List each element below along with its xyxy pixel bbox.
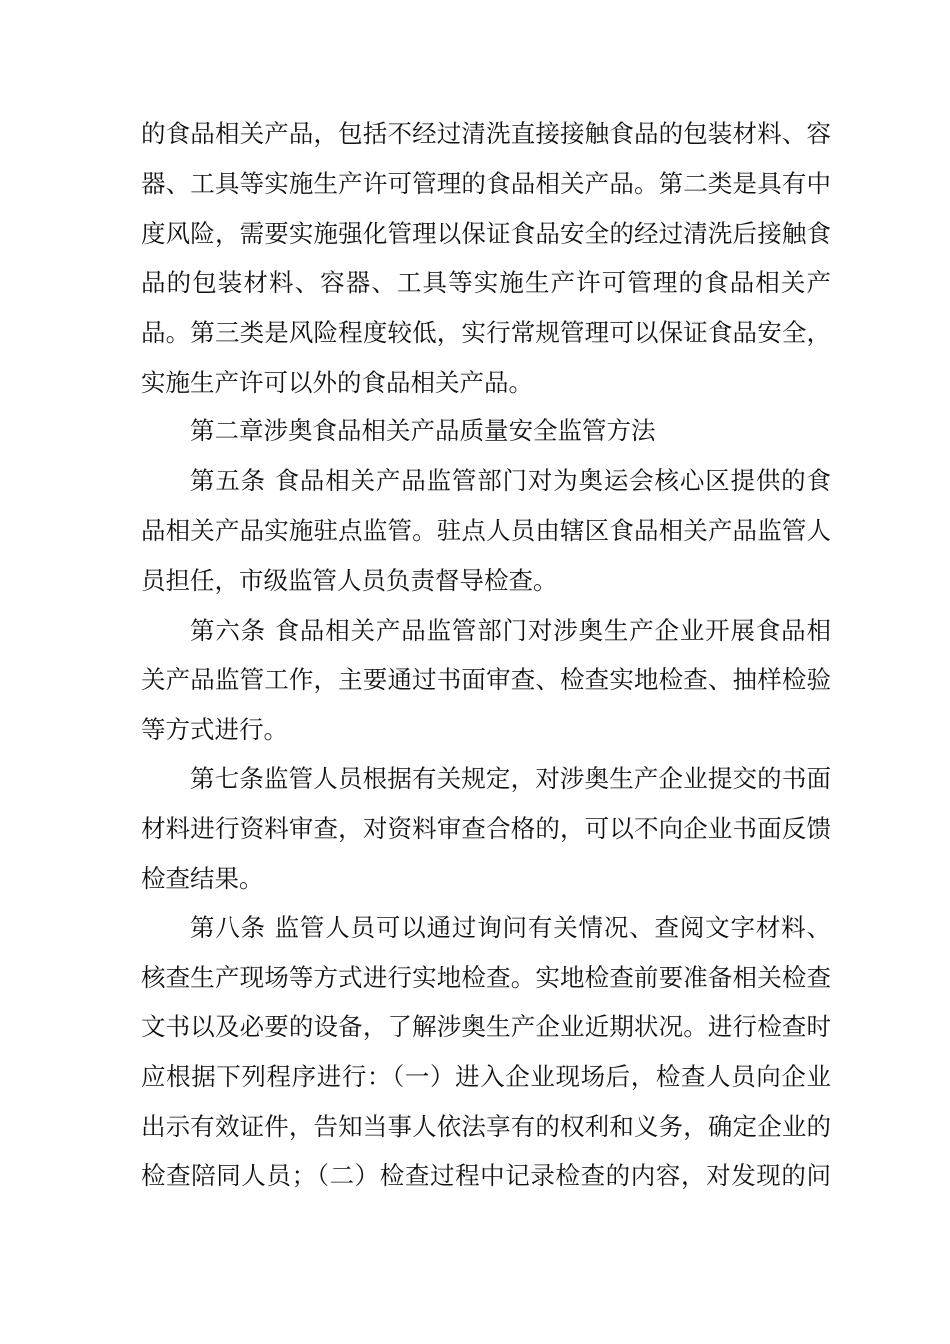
text-line: 第六条 食品相关产品监管部门对涉奥生产企业开展食品相: [190, 616, 831, 645]
chapter-heading: 第二章涉奥食品相关产品质量安全监管方法: [190, 416, 656, 445]
text-line: 核查生产现场等方式进行实地检查。实地检查前要准备相关检查: [141, 963, 831, 992]
text-line: 品。第三类是风险程度较低，实行常规管理可以保证食品安全，: [141, 318, 831, 347]
text-line: 检查结果。: [141, 864, 264, 893]
text-line: 第五条 食品相关产品监管部门对为奥运会核心区提供的食: [190, 466, 831, 495]
text-line: 出示有效证件，告知当事人依法享有的权利和义务，确定企业的: [141, 1112, 831, 1141]
text-line: 实施生产许可以外的食品相关产品。: [141, 368, 533, 397]
text-line: 品的包装材料、容器、工具等实施生产许可管理的食品相关产: [141, 268, 831, 297]
text-line: 度风险，需要实施强化管理以保证食品安全的经过清洗后接触食: [141, 219, 831, 248]
text-line: 等方式进行。: [141, 715, 288, 744]
text-line: 第七条监管人员根据有关规定，对涉奥生产企业提交的书面: [190, 764, 831, 793]
text-line: 的食品相关产品，包括不经过清洗直接接触食品的包装材料、容: [141, 119, 831, 148]
text-line: 文书以及必要的设备，了解涉奥生产企业近期状况。进行检查时: [141, 1012, 831, 1041]
text-line: 关产品监管工作，主要通过书面审查、检查实地检查、抽样检验: [141, 665, 831, 694]
text-line: 检查陪同人员；（二）检查过程中记录检查的内容，对发现的问: [141, 1161, 831, 1190]
text-line: 品相关产品实施驻点监管。驻点人员由辖区食品相关产品监管人: [141, 516, 831, 545]
text-line: 材料进行资料审查，对资料审查合格的，可以不向企业书面反馈: [141, 814, 831, 843]
text-line: 应根据下列程序进行：（一）进入企业现场后，检查人员向企业: [141, 1062, 831, 1091]
text-line: 员担任，市级监管人员负责督导检查。: [141, 566, 558, 595]
text-line: 第八条 监管人员可以通过询问有关情况、查阅文字材料、: [190, 913, 831, 942]
text-line: 器、工具等实施生产许可管理的食品相关产品。第二类是具有中: [141, 169, 831, 198]
